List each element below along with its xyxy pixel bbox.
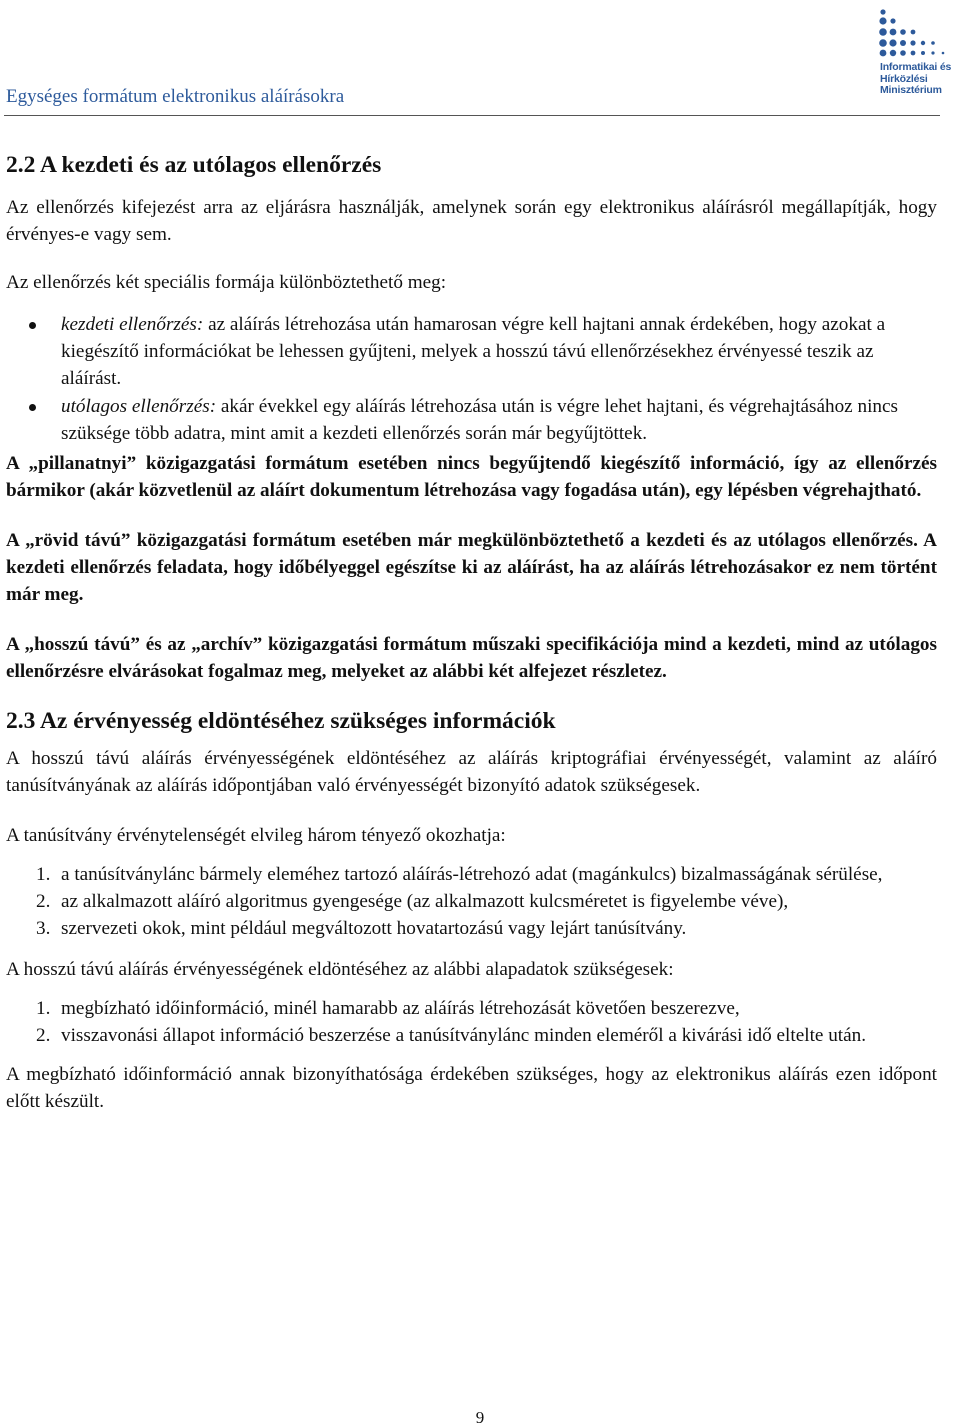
list-number: 2. [36, 891, 51, 912]
list-item-text: szervezeti okok, mint például megváltozott hovatartozású vagy lejárt tanúsítvány. [61, 918, 687, 939]
logo-text [880, 62, 951, 97]
bullet-icon [29, 322, 36, 329]
paragraph: A megbízható időinformáció annak bizonyíthatósága érdekében szükséges, hogy az elektronikus aláírás ezen időpont előtt készült. [6, 1064, 937, 1112]
list-item-text: az alkalmazott aláíró algoritmus gyengesége (az alkalmazott kulcsméretet is figyelembe véve), [61, 891, 789, 912]
logo-line: Hírközlési [880, 72, 928, 85]
list-item [6, 995, 937, 1022]
bold-paragraph: A „hosszú távú” és az „archív” közigazgatási formátum műszaki specifikációja mind a kezdeti, mind az utólagos ellenőrzésre elvárásokat fogalmaz meg, melyeket az alábbi két alfejezet részletez. [6, 634, 937, 682]
section-heading-2-3: 2.3 Az érvényesség eldöntéséhez szükséges információk [6, 708, 556, 734]
list-item-text: akár évekkel egy aláírás létrehozása után is végre lehet hajtani, és végrehajtásához nincs szüksége több adatra, mint amit a kezdeti ellenőrzés során már begyűjtöttek. [61, 396, 898, 444]
list-item-text: a tanúsítványlánc bármely eleméhez tartozó aláírás-létrehozó adat (magánkulcs) bizalmasságának sérülése, [61, 864, 883, 885]
list-item [6, 393, 937, 447]
list-item [6, 888, 937, 915]
logo-line: Informatikai és [880, 61, 952, 73]
numbered-list [6, 995, 937, 1049]
running-header-title: Egységes formátum elektronikus aláírásokra [6, 86, 345, 107]
list-item [6, 861, 937, 888]
section-heading-2-2: 2.2 A kezdeti és az utólagos ellenőrzés [6, 152, 382, 178]
document-body [6, 150, 937, 1115]
list-number: 1. [36, 864, 51, 885]
page-number: 9 [475, 1408, 485, 1427]
list-item [6, 1022, 937, 1049]
paragraph: A tanúsítvány érvénytelenségét elvileg három tényező okozhatja: [6, 825, 506, 846]
list-item-text: az aláírás létrehozása után hamarosan végre kell hajtani annak érdekében, hogy azokat a kiegészítő információkat be lehessen gyűjteni, melyek a hosszú távú ellenőrzésekhez érvényessé teszik az aláírást. [61, 314, 886, 389]
header-divider [4, 115, 940, 116]
ministry-logo [878, 8, 950, 98]
bullet-list [6, 311, 937, 447]
term: utólagos ellenőrzés: [61, 396, 217, 417]
paragraph: Az ellenőrzés két speciális formája különböztethető meg: [6, 272, 447, 293]
list-item [6, 311, 937, 392]
bullet-icon [29, 404, 36, 411]
paragraph: A hosszú távú aláírás érvényességének eldöntéséhez az alábbi alapadatok szükségesek: [6, 959, 674, 980]
list-number: 3. [36, 918, 51, 939]
list-number: 2. [36, 1025, 51, 1046]
term: kezdeti ellenőrzés: [61, 314, 204, 335]
bold-paragraph: A „rövid távú” közigazgatási formátum esetében már megkülönböztethető a kezdeti és az utólagos ellenőrzés. A kezdeti ellenőrzés feladata, hogy időbélyeggel egészítse ki az aláírást, ha az aláírás létrehozásakor ez nem történt már meg. [6, 530, 937, 605]
paragraph: Az ellenőrzés kifejezést arra az eljárásra használják, amelynek során egy elektronikus aláírásról megállapítják, hogy érvényes-e vagy sem. [6, 197, 937, 245]
list-item [6, 915, 937, 942]
logo-line: Minisztérium [880, 84, 942, 96]
list-item-text: megbízható időinformáció, minél hamarabb az aláírás létrehozását követően beszerezve, [61, 998, 740, 1019]
list-item-text: visszavonási állapot információ beszerzése a tanúsítványlánc minden eleméről a kivárási idő eltelte után. [61, 1025, 867, 1046]
bold-paragraph: A „pillanatnyi” közigazgatási formátum esetében nincs begyűjtendő kiegészítő információ, így az ellenőrzés bármikor (akár közvetlenül az aláírt dokumentum létrehozása vagy fogadása után), egy lépésben végrehajtható. [6, 453, 937, 501]
paragraph: A hosszú távú aláírás érvényességének eldöntéséhez az aláírás kriptográfiai érvényességét, valamint az aláíró tanúsítványának az aláírás időpontjában való érvényességét bizonyító adatok szükségesek. [6, 748, 937, 796]
numbered-list [6, 861, 937, 942]
dot-grid-logo-icon [878, 8, 950, 58]
list-number: 1. [36, 998, 51, 1019]
